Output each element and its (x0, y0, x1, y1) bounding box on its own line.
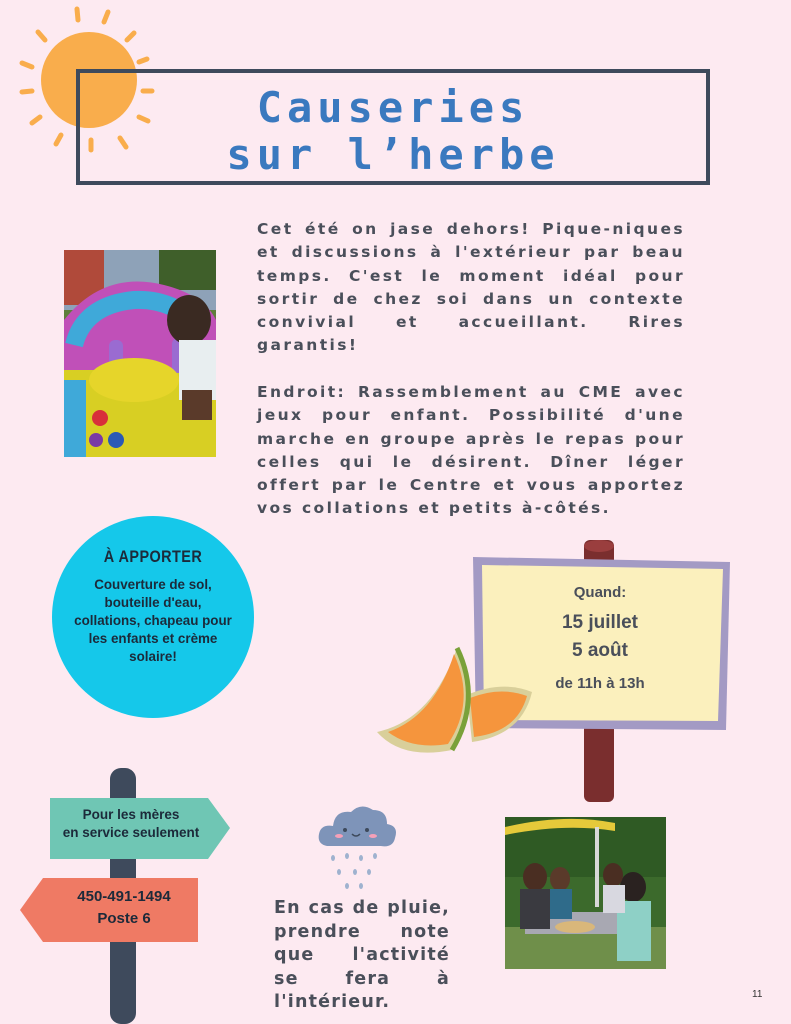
rain-note: En cas de pluie, prendre note que l'activité se fera à l'intérieur. (274, 898, 450, 1012)
rain-cloud-icon (315, 800, 399, 892)
bring-title: À APPORTER (103, 547, 203, 566)
bring-text: Couverture de sol, bouteille d'eau, collations, chapeau pour les enfants et crème solaire! (74, 577, 232, 664)
bring-circle (52, 516, 254, 718)
when-label: Quand: (573, 584, 627, 601)
location-paragraph: Endroit: Rassemblement au CME avec jeux pour enfant. Possibilité d'une marche en groupe après le repas pour celles qui le désirent. Dîner léger offert par le Centre et vous apportez vos collations et petits à-côtés. (257, 383, 685, 518)
page-title-line2: sur l’herbe (226, 130, 560, 179)
photo-picnic (505, 817, 666, 969)
title-frame (76, 69, 710, 185)
date-2: 5 août (572, 640, 628, 661)
phone-number: 450-491-1494 (77, 888, 171, 905)
phone-arrow (50, 886, 198, 930)
photo-kids-pool (64, 250, 216, 457)
phone-extension: Poste 6 (97, 910, 151, 927)
mothers-only-line2: en service seulement (62, 825, 200, 840)
when-time: de 11h à 13h (555, 675, 645, 692)
intro-paragraph: Cet été on jase dehors! Pique-niques et discussions à l'extérieur par beau temps. C'est le moment idéal pour sortir de chez soi dans un contexte convivial et accueillant. Rires garantis! (257, 220, 685, 355)
page-title-line1: Causeries (256, 83, 530, 132)
mothers-only-arrow (52, 806, 210, 842)
date-1: 15 juillet (561, 612, 639, 633)
page-number: 11 (752, 989, 763, 1000)
mothers-only-line1: Pour les mères (82, 807, 180, 822)
melon-icon (372, 640, 537, 762)
